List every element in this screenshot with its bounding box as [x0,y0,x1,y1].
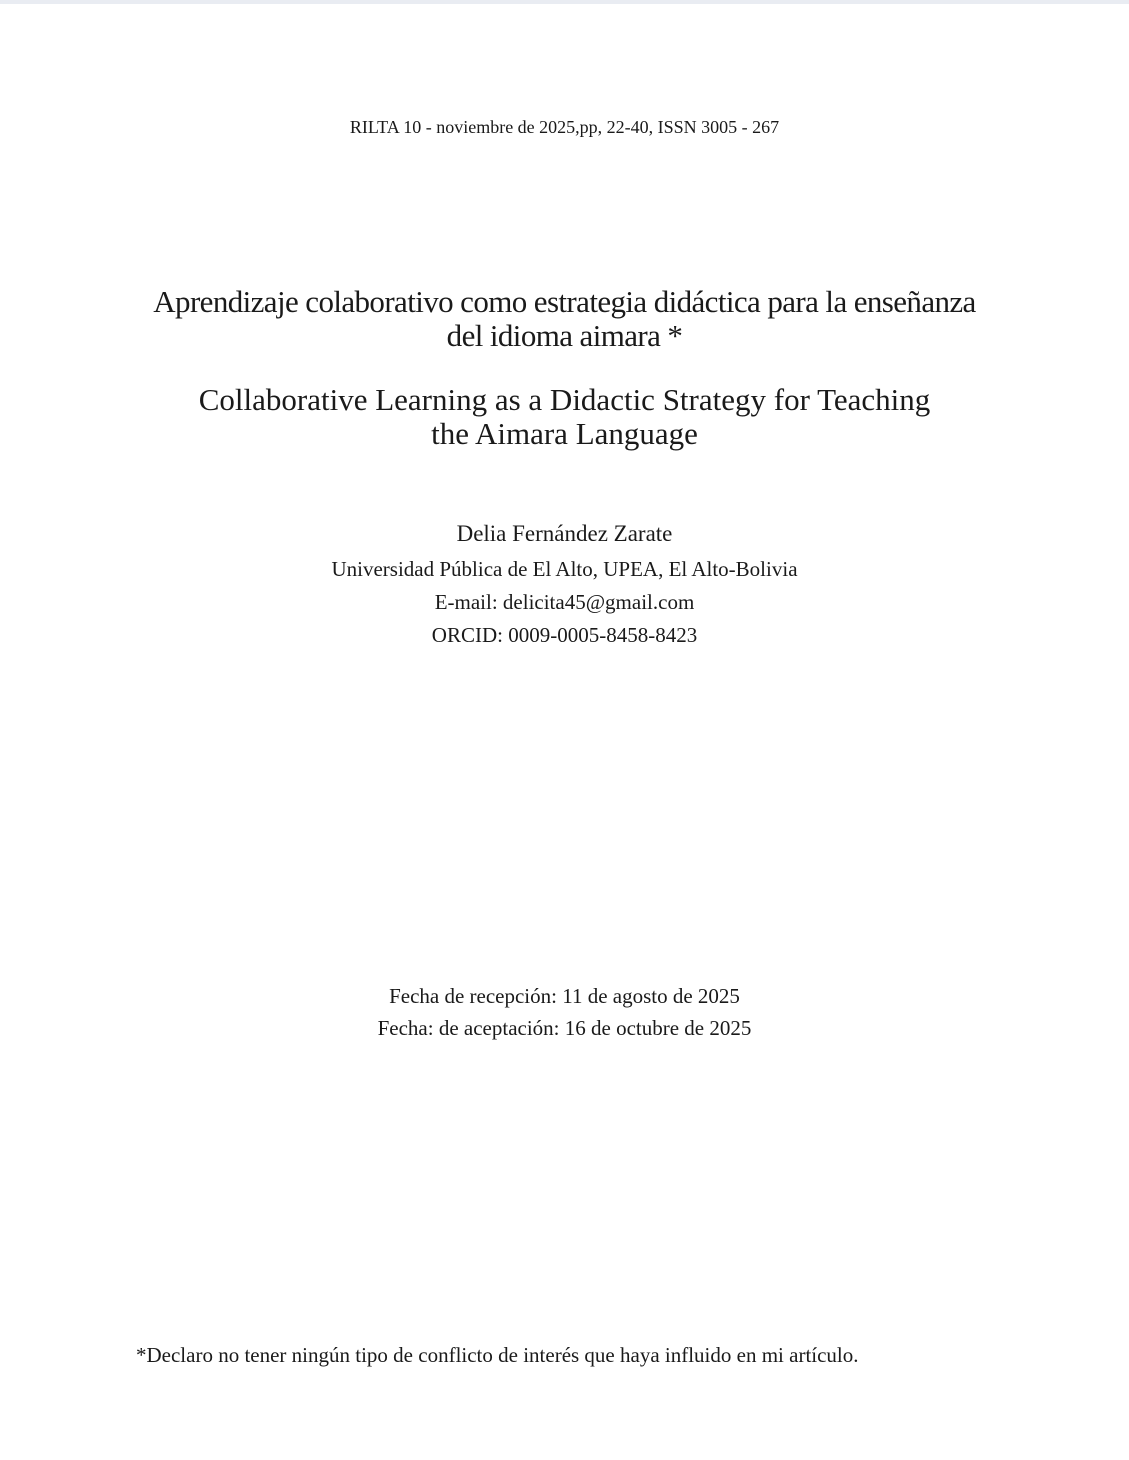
conflict-of-interest-footnote: *Declaro no tener ningún tipo de conflicto de interés que haya influido en mi artículo. [136,1343,859,1367]
submission-dates [0,980,1129,1044]
author-name: Delia Fernández Zarate [456,521,673,546]
author-affiliation: Universidad Pública de El Alto, UPEA, El Alto-Bolivia [331,557,798,581]
author-block [0,519,1129,652]
article-title-spanish [0,285,1129,353]
received-date: Fecha de recepción: 11 de agosto de 2025 [389,984,740,1008]
accepted-date: Fecha: de aceptación: 16 de octubre de 2025 [377,1016,752,1040]
article-title-english [0,383,1129,451]
title-en-line-2: the Aimara Language [431,416,698,451]
author-orcid: ORCID: 0009-0005-8458-8423 [431,623,698,647]
title-es-line-1: Aprendizaje colaborativo como estrategia didáctica para la enseñanza [153,284,976,319]
author-email: E-mail: delicita45@gmail.com [434,590,695,614]
title-en-line-1: Collaborative Learning as a Didactic Strategy for Teaching [198,382,931,417]
title-es-line-2: del idioma aimara * [446,318,683,353]
journal-header: RILTA 10 - noviembre de 2025,pp, 22-40, ISSN 3005 - 267 [349,117,780,137]
